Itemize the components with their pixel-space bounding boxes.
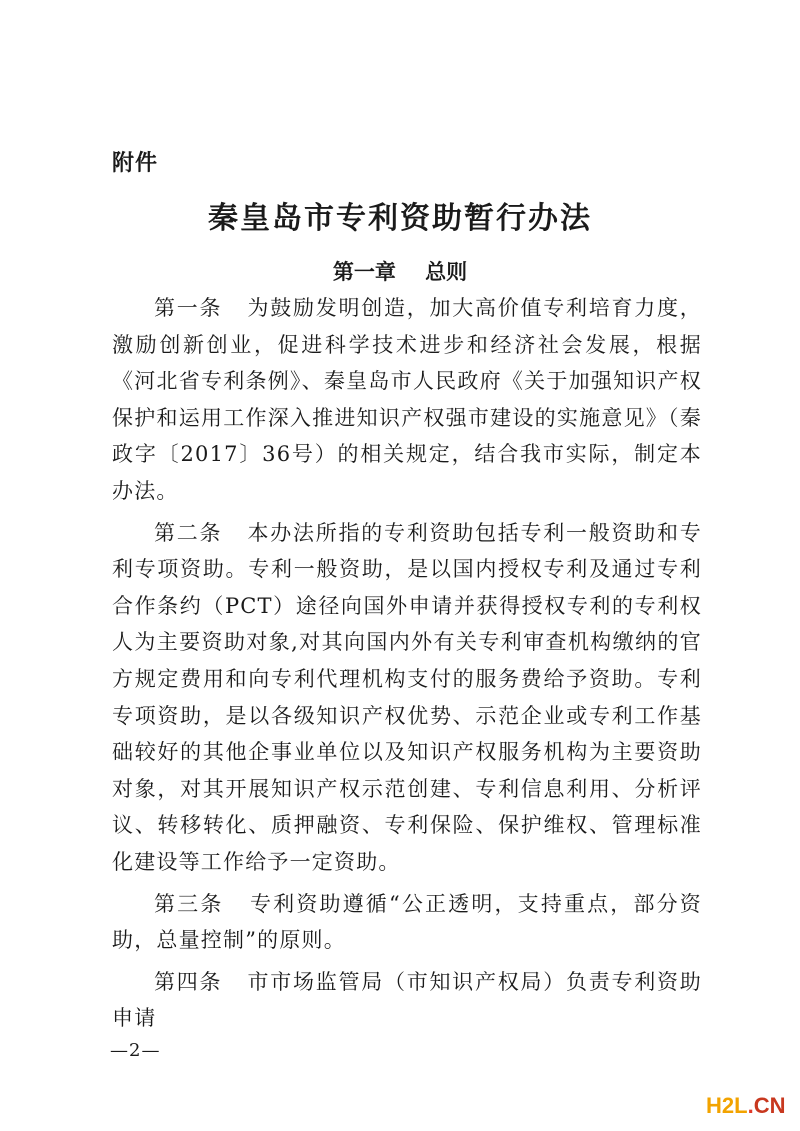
document-title: 秦皇岛市专利资助暂行办法 xyxy=(208,201,592,236)
article-label: 第四条 xyxy=(154,969,223,994)
article-text: 本办法所指的专利资助包括专利一般资助和专利专项资助。专利一般资助，是以国内授权专利及通过专利合作条约（PCT）途径向国外申请并获得授权专利的专利权人为主要资助对象,对其向国内外有关专利审查机构缴纳的官方规定费用和向专利代理机构支付的服务费给予资助。专利专项资助，是以各级知识产权优势、示范企业或专利工作基础较好的其他企事业单位以及知识产权服务机构为主要资助对象，对其开展知识产权示范创建、专利信息利用、分析评议、转移转化、质押融资、专利保险、保护维权、管理标准化建设等工作给予一定资助。 xyxy=(112,520,702,874)
article-label: 第三条 xyxy=(154,891,224,916)
logo-part-dot: . xyxy=(747,1093,754,1118)
article-label: 第一条 xyxy=(154,296,223,320)
site-watermark-logo xyxy=(706,1093,785,1119)
article-4 xyxy=(112,964,702,1037)
logo-part-h2l: H2L xyxy=(706,1093,748,1118)
chapter-heading: 第一章 总则 xyxy=(332,260,468,284)
article-3 xyxy=(112,886,702,959)
article-1 xyxy=(112,290,702,510)
article-text: 市市场监管局（市知识产权局）负责专利资助申请 xyxy=(112,969,702,1031)
document-body xyxy=(112,290,702,1037)
attachment-label: 附件 xyxy=(112,151,159,176)
article-2 xyxy=(112,515,702,881)
logo-part-cn: CN xyxy=(753,1093,786,1118)
article-text: 专利资助遵循“公正透明，支持重点，部分资助，总量控制”的原则。 xyxy=(112,891,702,953)
page-number: —2— xyxy=(110,1040,161,1061)
article-label: 第二条 xyxy=(154,520,223,545)
article-text: 为鼓励发明创造，加大高价值专利培育力度，激励创新创业，促进科学技术进步和经济社会发展，根据《河北省专利条例》、秦皇岛市人民政府《关于加强知识产权保护和运用工作深入推进知识产权强市建设的实施意见》（秦政字〔2017〕36号）的相关规定，结合我市实际，制定本办法。 xyxy=(112,296,702,503)
